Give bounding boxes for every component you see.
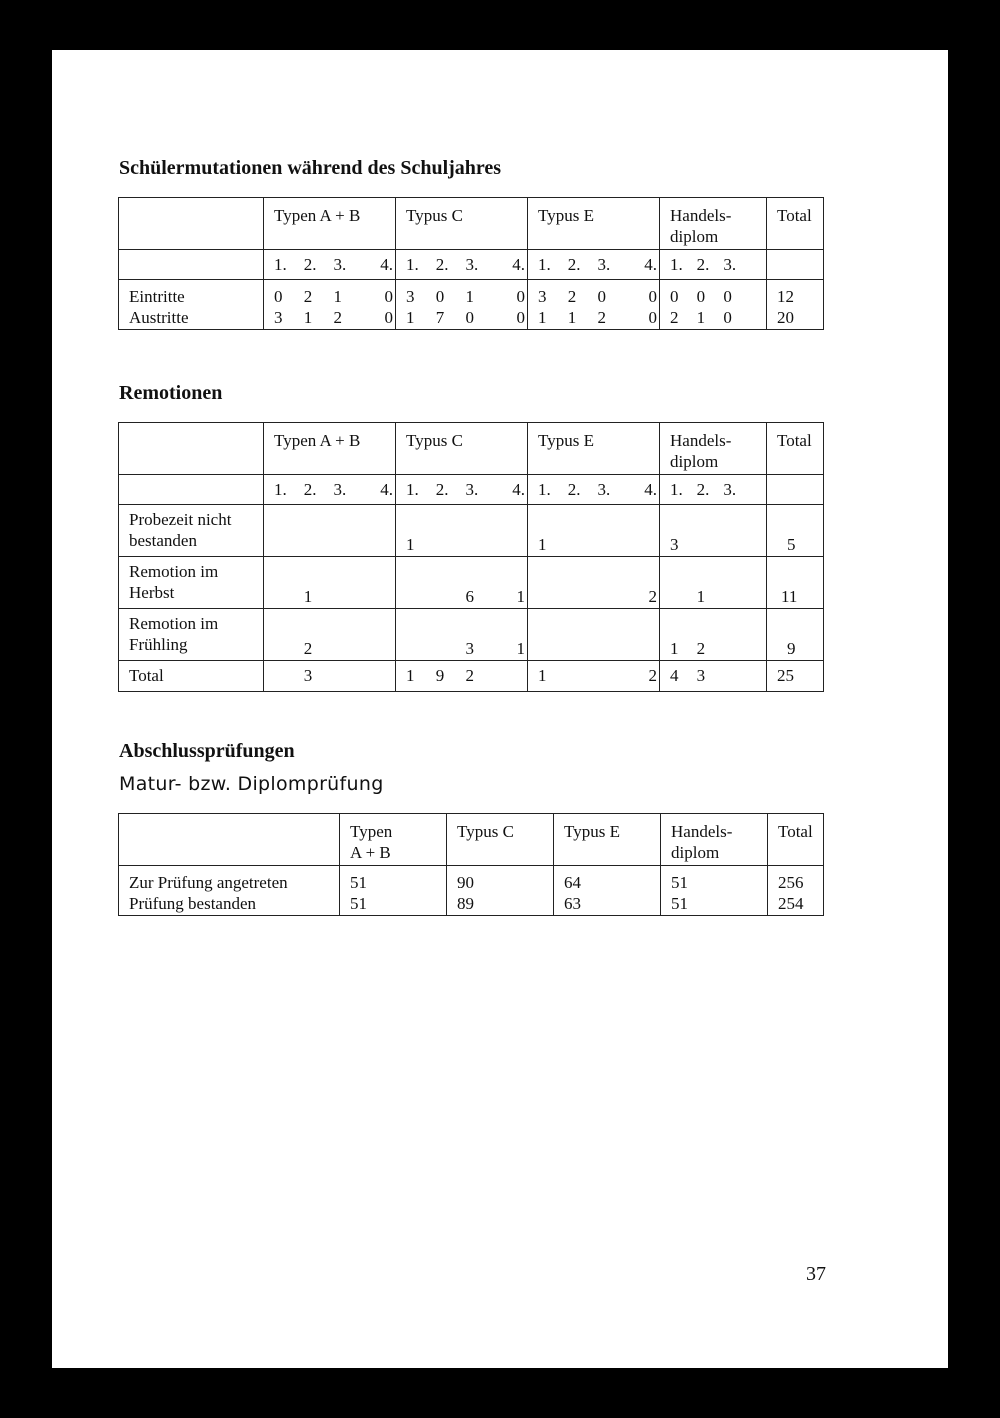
header-row	[119, 198, 824, 250]
header-row	[119, 423, 824, 475]
table-row: Remotion im Frühling 2 3 1 1 2 9	[119, 609, 824, 661]
mutations-table	[118, 197, 824, 330]
table-row: Probezeit nicht bestanden 1 1 3 5	[119, 505, 824, 557]
empty-header-cell	[119, 423, 264, 475]
header-typen-ab: Typen A + B	[264, 198, 396, 250]
header-typus-e: Typus E	[554, 814, 661, 866]
table-row: Eintritte Austritte 0 2 1 0 3 1 2 0 3 0 1 0 1 7 0 0 3 2 0 0 1 1 2 0 0 0 0 2 1 0 12 20	[119, 280, 824, 330]
header-typus-c: Typus C	[396, 423, 528, 475]
total-row: Total 3 1 9 2 1 2 4 3 25	[119, 661, 824, 692]
header-typus-c: Typus C	[396, 198, 528, 250]
exams-table	[118, 813, 824, 916]
year-row: 1. 2. 3. 4. 1. 2. 3. 4. 1. 2. 3. 4. 1. 2. 3.	[119, 250, 824, 280]
document-page	[52, 50, 948, 1368]
header-typus-c: Typus C	[447, 814, 554, 866]
page-number: 37	[806, 1263, 826, 1285]
section-title-remotionen: Remotionen	[119, 382, 223, 404]
empty-header-cell	[119, 814, 340, 866]
header-handelsdiplom: Handels- diplom	[660, 198, 767, 250]
header-total: Total	[767, 198, 824, 250]
header-typus-e: Typus E	[528, 423, 660, 475]
section-title-abschluss: Abschlussprüfungen	[119, 740, 295, 762]
header-total: Total	[767, 423, 824, 475]
header-typen-ab: Typen A + B	[264, 423, 396, 475]
header-handelsdiplom: Handels- diplom	[660, 423, 767, 475]
section-title-mutations: Schülermutationen während des Schuljahres	[119, 157, 502, 179]
section-subtitle: Matur- bzw. Diplomprüfung	[119, 773, 384, 795]
header-total: Total	[768, 814, 824, 866]
header-row	[119, 814, 824, 866]
header-typus-e: Typus E	[528, 198, 660, 250]
header-handelsdiplom: Handels- diplom	[661, 814, 768, 866]
header-typen-ab: Typen A + B	[340, 814, 447, 866]
year-row: 1. 2. 3. 4. 1. 2. 3. 4. 1. 2. 3. 4. 1. 2. 3.	[119, 475, 824, 505]
table-row: Zur Prüfung angetreten Prüfung bestanden 51 51 90 89 64 63 51 51 256 254	[119, 866, 824, 916]
remotionen-table	[118, 422, 824, 692]
table-row: Remotion im Herbst 1 6 1 2 1 11	[119, 557, 824, 609]
empty-header-cell	[119, 198, 264, 250]
